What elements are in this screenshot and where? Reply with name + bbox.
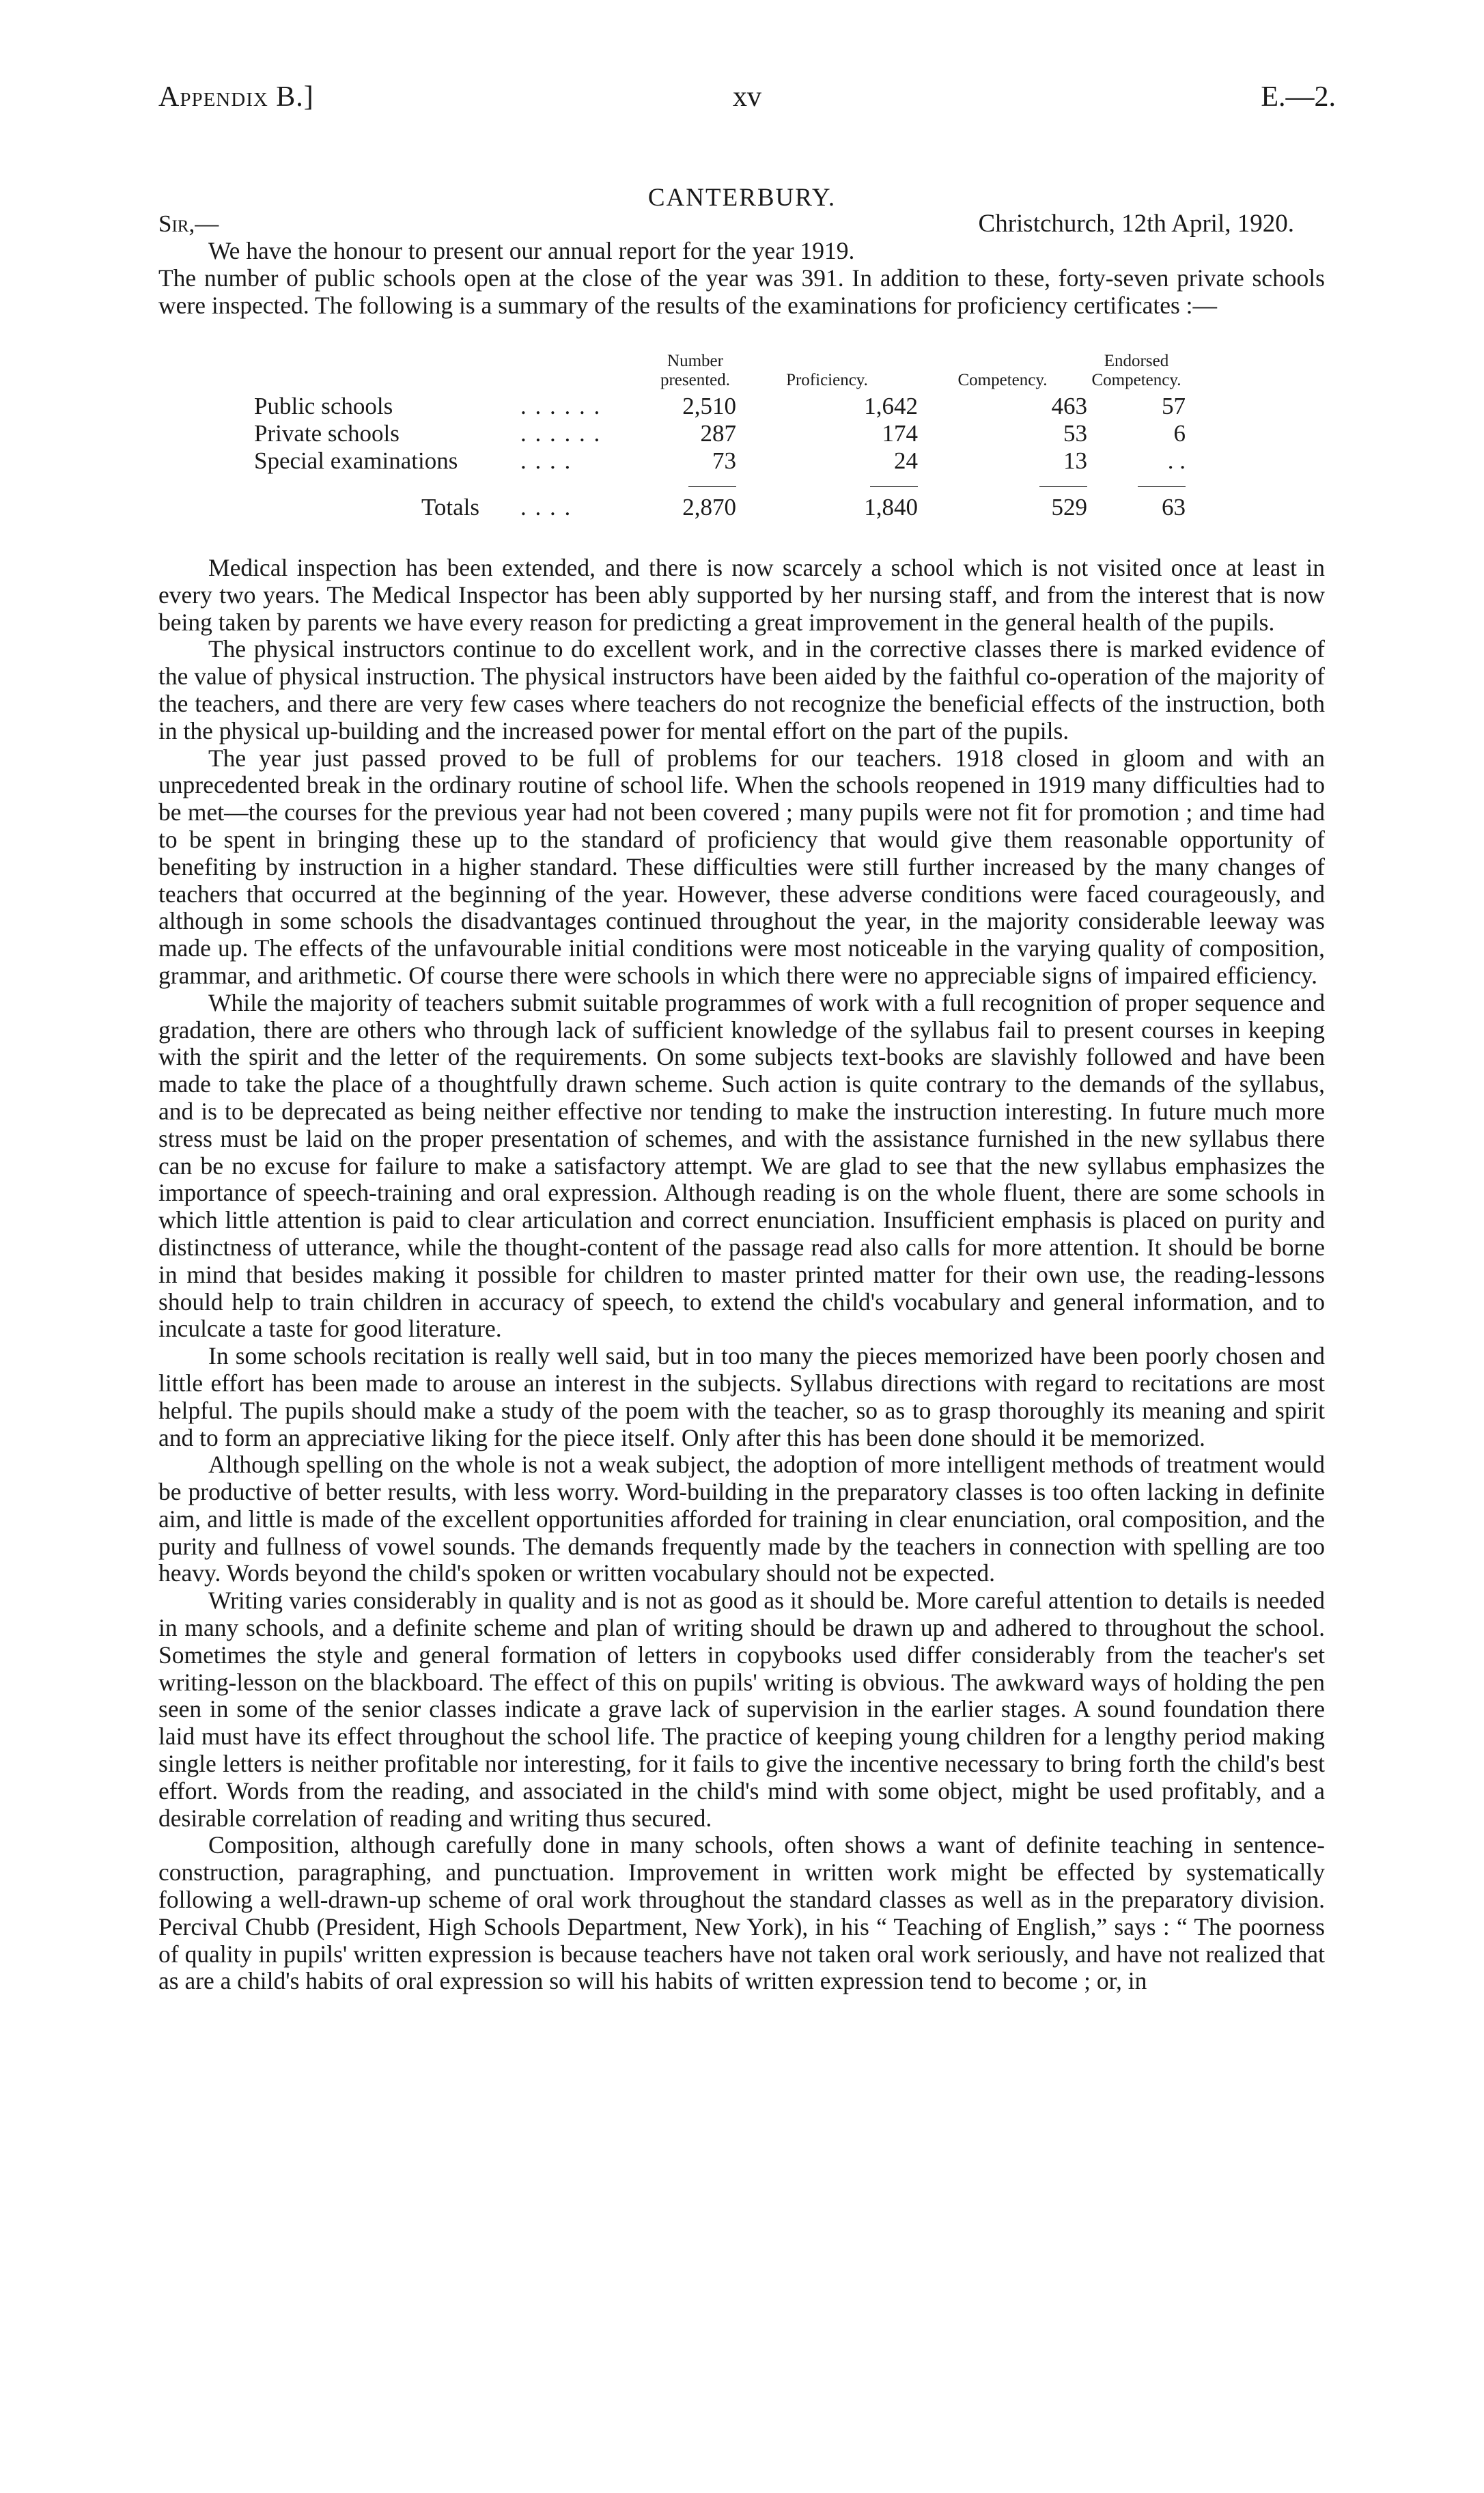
table-row — [254, 447, 1186, 475]
intro-paragraph: The number of public schools open at the close of the year was 391. In addition to these, forty-seven private schools were inspected. The following is a summary of the results of the examinations for proficiency certificates :— — [158, 264, 1325, 319]
body-paragraph: Although spelling on the whole is not a weak subject, the adoption of more intelligent methods of treatment would be productive of better results, with less worry. Word-building in the preparatory classes is too often lacking in definite aim, and little is made of the excellent opportunities afforded for training in clear enunciation, oral composition, and the purity and fullness of vowel sounds. The demands frequently made by the teachers in connection with spelling are too heavy. Words beyond the child's spoken or written vocabulary should not be expected. — [158, 1451, 1325, 1587]
total-value: 1,840 — [864, 494, 918, 520]
body-paragraph: The physical instructors continue to do excellent work, and in the corrective classes there is marked evidence of the value of physical instruction. The physical instructors have been aided by the faithful co-operation of the majority of the teachers, and there are very few cases where teachers do not recognize the beneficial effects of the instruction, both in the physical up-building and the increased power for mental effort on the part of the pupils. — [158, 635, 1325, 744]
table-row — [254, 420, 1186, 447]
sum-rule — [688, 486, 736, 487]
row-label: Special examinations — [254, 447, 458, 474]
cell-value: 53 — [1063, 420, 1087, 447]
sum-rule — [1138, 486, 1186, 487]
header-page-number: xv — [733, 81, 761, 113]
leader-dots: . . . . — [520, 447, 572, 474]
cell-value: 174 — [882, 420, 918, 447]
column-header: Proficiency. — [786, 371, 868, 389]
cell-value: 463 — [1051, 393, 1087, 419]
totals-label: Totals — [421, 494, 479, 520]
column-header: Number presented. — [660, 352, 731, 389]
body-paragraph: The year just passed proved to be full of problems for our teachers. 1918 closed in gloom and with an unprecedented break in the ordinary routine of school life. When the schools reopened in 1919 many difficulties had to be met—the courses for the previous year had not been covered ; many pupils were not fit for promotion ; and time had to be spent in bringing these up to the standard of proficiency that would give them reasonable opportunity of benefiting by instruction in a higher standard. These difficulties were still further increased by the many changes of teachers that occurred at the beginning of the year. However, these adverse conditions were faced courageously, and although in some schools the disadvantages continued throughout the year, in the majority considerable leeway was made up. The effects of the unfavourable initial conditions were most noticeable in the varying quality of composition, grammar, and arithmetic. Of course there were schools in which there were no appreciable signs of impaired efficiency. — [158, 744, 1325, 989]
cell-value: 6 — [1173, 420, 1186, 447]
intro-section — [158, 238, 1325, 319]
body-paragraph: Composition, although carefully done in many schools, often shows a want of definite teaching in sentence-construction, paragraphing, and punctuation. Improvement in written work might be effected by systematically following a well-drawn-up scheme of oral work throughout the standard classes as well as in the preparatory division. Percival Chubb (President, High Schools Department, New York), in his “ Teaching of English,” says : “ The poorness of quality in pupils' written expression is because teachers have not taken oral work seriously, and have not realized that as are a child's habits of oral expression so will his habits of written expression tend to become ; or, in — [158, 1831, 1325, 1995]
cell-value: 1,642 — [864, 393, 918, 419]
leader-dots: . . . . . . — [520, 420, 602, 447]
table-header-row — [254, 352, 1186, 393]
body-paragraph: While the majority of teachers submit suitable programmes of work with a full recognition of proper sequence and gradation, there are others who through lack of sufficient knowledge of the syllabus fail to present courses in keeping with the spirit and the letter of the requirements. On some subjects text-books are slavishly followed and have been made to take the place of a thoughtfully drawn scheme. Such action is quite contrary to the demands of the syllabus, and is to be deprecated as being neither effective nor tending to make the instruction interesting. In future much more stress must be laid on the proper presentation of schemes, and with the assistance furnished in the new syllabus there can be no excuse for failure to make a satisfactory attempt. We are glad to see that the new syllabus emphasizes the importance of speech-training and oral expression. Although reading is on the whole fluent, there are some schools in which little attention is paid to clear articulation and correct enunciation. Insufficient emphasis is placed on purity and distinctness of utterance, while the thought-content of the passage read also calls for more attention. It should be borne in mind that besides making it possible for children to master printed matter for their own use, the reading-lessons should help to train children in accuracy of speech, to extend the child's vocabulary and general information, and to inculcate a taste for good literature. — [158, 988, 1325, 1343]
total-value: 2,870 — [682, 494, 736, 520]
column-header: Endorsed Competency. — [1091, 352, 1181, 389]
cell-value: 24 — [894, 447, 918, 474]
report-title: CANTERBURY. — [647, 184, 837, 212]
cell-value: 73 — [712, 447, 736, 474]
body-paragraph: Writing varies considerably in quality and is not as good as it should be. More careful attention to details is needed in many schools, and a definite scheme and plan of writing should be drawn up and adhered to throughout the school. Sometimes the style and general formation of letters in copybooks used differ considerably from the teacher's set writing-lesson on the blackboard. The effect of this on pupils' writing is obvious. The awkward ways of holding the pen seen in some of the senior classes indicate a grave lack of supervision in the earlier stages. A sound foundation there laid must have its effect throughout the school life. The practice of keeping young children for a lengthy period making single letters is neither profitable nor interesting, for it fails to give the incentive necessary to bring forth the child's best effort. Words from the reading, and associated in the child's mind with some object, might be used profitably, and a desirable correlation of reading and writing thus secured. — [158, 1587, 1325, 1832]
body-paragraph: In some schools recitation is really well said, but in too many the pieces memorized have been poorly chosen and little effort has been made to arouse an interest in the subjects. Syllabus directions with regard to recitations are most helpful. The pupils should make a study of the poem with the teacher, so as to grasp thoroughly its meaning and spirit and to form an appreciative liking for the piece itself. Only after this has been done should it be memorized. — [158, 1342, 1325, 1451]
proficiency-summary-table — [254, 352, 1186, 521]
total-value: 529 — [1051, 494, 1087, 520]
total-value: 63 — [1162, 494, 1186, 520]
body-paragraph: Medical inspection has been extended, and there is now scarcely a school which is not visited once at least in every two years. The Medical Inspector has been ably supported by her nursing staff, and from the interest that is now being taken by parents we have every reason for predicting a great improvement in the general health of the pupils. — [158, 554, 1325, 636]
cell-value: 287 — [700, 420, 736, 447]
running-header — [158, 81, 1336, 122]
salutation: Sir,— — [158, 210, 219, 237]
table-totals-row — [254, 488, 1186, 521]
cell-value: 57 — [1162, 393, 1186, 419]
cell-value: . . — [1167, 447, 1186, 474]
leader-dots: . . . . — [520, 494, 572, 520]
header-appendix: Appendix B.] — [158, 81, 314, 113]
row-label: Public schools — [254, 393, 393, 419]
row-label: Private schools — [254, 420, 400, 447]
dateline: Christchurch, 12th April, 1920. — [978, 210, 1294, 238]
sum-rule — [870, 486, 918, 487]
sum-rule — [1039, 486, 1087, 487]
intro-paragraph: We have the honour to present our annual report for the year 1919. — [208, 237, 855, 264]
cell-value: 2,510 — [682, 393, 736, 419]
leader-dots: . . . . . . — [520, 393, 602, 419]
table-rule-row — [254, 475, 1186, 488]
table-row — [254, 393, 1186, 420]
column-header: Competency. — [957, 371, 1048, 389]
header-parliamentary-ref: E.—2. — [1261, 81, 1336, 113]
cell-value: 13 — [1063, 447, 1087, 474]
report-body — [158, 555, 1325, 1995]
